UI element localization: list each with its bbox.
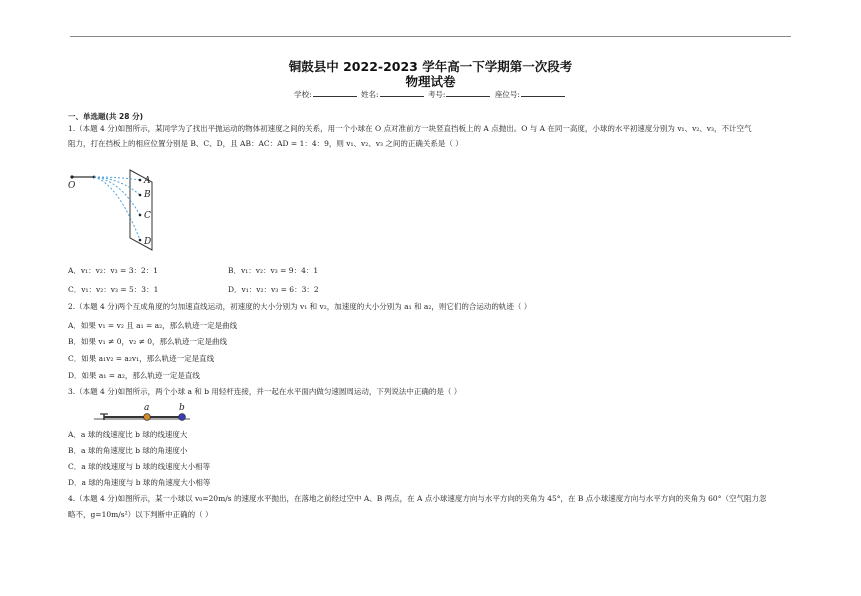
school-blank <box>313 89 357 97</box>
q3-stem: 3.（本题 4 分)如图所示，两个小球 a 和 b 用轻杆连接，并一起在水平面内做匀速圆周运动，下列说法中正确的是（ ） <box>68 387 462 396</box>
q3-option-c[interactable]: C．a 球的线速度与 b 球的线速度大小相等 <box>68 462 211 471</box>
school-label: 学校: <box>294 90 312 99</box>
trajectory-2 <box>94 177 140 195</box>
seat-number-label: 座位号: <box>494 90 520 99</box>
name-label: 姓名: <box>361 90 379 99</box>
point-c <box>139 214 142 217</box>
q1-stem-line2: 阻力，打在挡板上的相应位置分别是 B、C、D，且 AB：AC：AD = 1：4：9，则 v₁、v₂、v₃ 之间的正确关系是（ ） <box>68 139 463 148</box>
q3-option-b[interactable]: B．a 球的角速度比 b 球的角速度小 <box>68 446 188 455</box>
q2-stem: 2.（本题 4 分)两个互成角度的匀加速直线运动，初速度的大小分别为 v₁ 和 v₂，加速度的大小分别为 a₁ 和 a₂，则它们的合运动的轨迹（ ） <box>68 302 532 311</box>
q2-option-c[interactable]: C．如果 a₁v₂ = a₂v₁，那么轨迹一定是直线 <box>68 354 215 363</box>
q2-option-b[interactable]: B．如果 v₁ ≠ 0，v₂ ≠ 0，那么轨迹一定是曲线 <box>68 337 228 346</box>
label-ball-a: a <box>144 403 150 413</box>
name-blank <box>380 89 424 97</box>
seat-number-blank <box>521 89 565 97</box>
label-a: A <box>144 176 151 186</box>
exam-number-blank <box>446 89 490 97</box>
q4-stem-line1: 4.（本题 4 分)如图所示，某一小球以 v₀=20m/s 的速度水平抛出，在落地之前经过空中 A、B 两点，在 A 点小球速度方向与水平方向的夹角为 45°，在 B 点小球速度方向与水平方向的夹角为 60°（空气阻力忽 <box>68 494 767 503</box>
top-rule <box>70 36 791 37</box>
q1-option-d[interactable]: D．v₁：v₂：v₃ = 6：3：2 <box>228 285 319 294</box>
trajectory-3 <box>94 177 140 215</box>
q4-stem-line2: 略不，g=10m/s²）以下判断中正确的（ ） <box>68 510 213 519</box>
exam-title: 铜鼓县中 2022-2023 学年高一下学期第一次段考 <box>288 59 573 74</box>
q3-option-a[interactable]: A．a 球的线速度比 b 球的线速度大 <box>68 430 188 439</box>
point-a <box>139 179 142 182</box>
q1-option-b[interactable]: B．v₁：v₂：v₃ = 9：4：1 <box>228 266 319 275</box>
label-c: C <box>144 211 151 221</box>
origin-point <box>70 175 73 178</box>
q1-option-c[interactable]: C．v₁：v₂：v₃ = 5：3：1 <box>68 285 159 294</box>
exam-subtitle: 物理试卷 <box>405 74 456 89</box>
point-b <box>139 194 142 197</box>
label-d: D <box>144 237 152 247</box>
section-heading: 一、单选题(共 28 分) <box>68 112 144 121</box>
q1-figure <box>60 160 170 254</box>
q2-option-d[interactable]: D．如果 a₁ = a₂，那么轨迹一定是直线 <box>68 371 200 380</box>
student-info-line <box>0 89 861 100</box>
q1-option-a[interactable]: A．v₁：v₂：v₃ = 3：2：1 <box>68 266 159 275</box>
q3-figure <box>90 400 200 426</box>
ball-a <box>144 414 151 421</box>
ball-b <box>179 414 186 421</box>
label-ball-b: b <box>179 403 185 413</box>
point-d <box>139 239 142 242</box>
q3-option-d[interactable]: D．a 球的角速度与 b 球的角速度大小相等 <box>68 478 211 487</box>
trajectory-1 <box>94 177 140 180</box>
q2-option-a[interactable]: A．如果 v₁ = v₂ 且 a₁ = a₂，那么轨迹一定是曲线 <box>68 321 238 330</box>
label-o: O <box>68 181 76 191</box>
label-b: B <box>144 190 151 200</box>
q1-stem-line1: 1.（本题 4 分)如图所示，某同学为了找出平抛运动的物体初速度之间的关系，用一个小球在 O 点对准前方一块竖直挡板上的 A 点抛出。O 与 A 在同一高度，小球的水平初速度分别为 v₁、v₂、v₃，不计空气 <box>68 124 752 133</box>
exam-number-label: 考号: <box>427 90 446 99</box>
